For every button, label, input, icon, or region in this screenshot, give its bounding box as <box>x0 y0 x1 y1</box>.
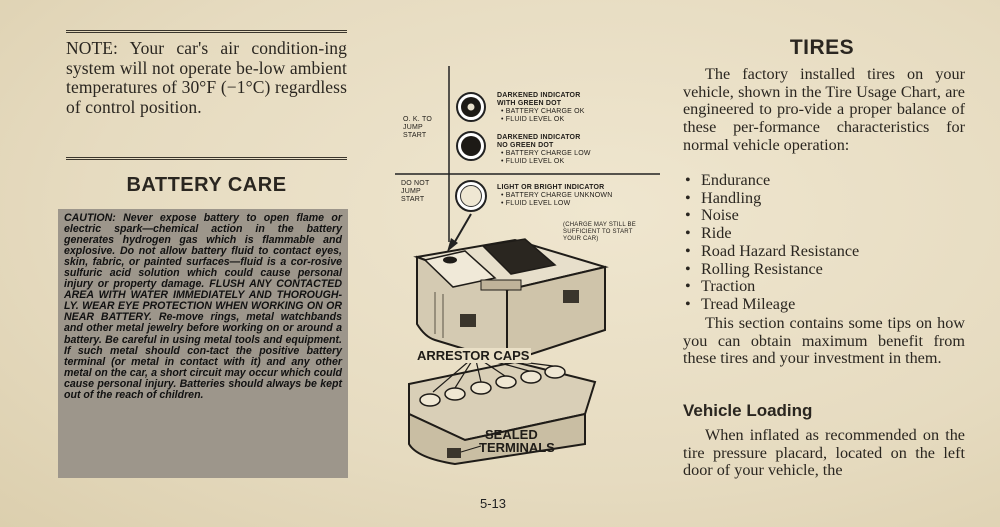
note-line: YOUR CAR) <box>563 236 599 242</box>
note-line: (CHARGE MAY STILL BE <box>563 222 636 228</box>
list-item: • Ride <box>683 225 965 243</box>
battery-indicator-diagram <box>395 62 660 472</box>
tire-characteristics-list <box>683 172 965 314</box>
indicator-title: DARKENED INDICATOR <box>497 134 581 141</box>
list-item: • Endurance <box>683 172 965 190</box>
list-item: • Traction <box>683 278 965 296</box>
list-item: • Noise <box>683 207 965 225</box>
do-not-jump-label <box>401 180 429 204</box>
indicator-3-caption <box>497 184 613 208</box>
note-line: SUFFICIENT TO START <box>563 229 633 235</box>
tires-intro: The factory installed tires on your vehicle, shown in the Tire Usage Chart, are engineered to pro-vide a proper balance of these per-formance characteristics for normal vehicle operation: <box>683 65 965 154</box>
ok-label-line: START <box>403 132 427 139</box>
list-item: • Rolling Resistance <box>683 261 965 279</box>
indicator-title: DARKENED INDICATOR <box>497 92 581 99</box>
page-number: 5-13 <box>480 496 507 511</box>
indicator-3-note <box>563 222 636 243</box>
indicator-title: WITH GREEN DOT <box>497 100 562 107</box>
ok-label-line: O. K. TO <box>403 116 432 123</box>
indicator-item: • FLUID LEVEL LOW <box>501 200 571 207</box>
arrestor-caps-label: ARRESTOR CAPS <box>417 348 530 363</box>
ok-label-line: JUMP <box>403 124 423 131</box>
sealed-terminals-label <box>479 428 555 454</box>
caution-box <box>58 209 348 478</box>
indicator-2-caption <box>497 134 591 166</box>
indicator-title: LIGHT OR BRIGHT INDICATOR <box>497 184 605 191</box>
indicator-item: • FLUID LEVEL OK <box>501 116 565 123</box>
vehicle-loading-text: When inflated as recommended on the tire pressure placard, located on the left door of your vehicle, the <box>683 426 965 480</box>
terminals-line: TERMINALS <box>479 440 555 455</box>
tires-heading: TIRES <box>789 36 855 59</box>
indicator-item: • BATTERY CHARGE UNKNOWN <box>501 192 613 199</box>
not-label-line: JUMP <box>401 188 421 195</box>
not-label-line: DO NOT <box>401 180 430 187</box>
battery-care-heading: BATTERY CARE <box>126 174 287 196</box>
sealed-line: SEALED <box>485 427 538 442</box>
ok-to-jump-label <box>403 116 432 140</box>
note-box <box>66 30 347 160</box>
list-item: • Tread Mileage <box>683 296 965 314</box>
vehicle-loading-heading: Vehicle Loading <box>683 401 813 420</box>
caution-text: CAUTION: Never expose battery to open flame or electric spark—chemical action in the battery generates hydrogen gas which is flammable and explosive. Do not allow battery fluid to contact eyes, skin, fabric, or painted surfaces—fluid is a cor-rosive sulfuric acid solution which could cause personal injury or property damage. FLUSH ANY CONTACTED AREA WITH WATER IMMEDIATELY AND THOROUGH-LY. WEAR EYE PROTECTION WHEN WORKING ON OR NEAR BATTERY. Re-move rings, metal watchbands and other metal jewelry before working on or around a battery. Be careful in using metal tools and equipment. If such metal should con-tact the positive battery terminal (or metal in contact with it) and any other metal on the car, a short circuit may occur which could cause personal injury. Batteries should always be kept out of the reach of children. <box>64 212 342 401</box>
list-item: • Road Hazard Resistance <box>683 243 965 261</box>
note-text: NOTE: Your car's air condition-ing system will not operate be-low ambient temperatures of 30°F (−1°C) regardless of control position. <box>66 38 347 117</box>
list-item: • Handling <box>683 190 965 208</box>
indicator-item: • BATTERY CHARGE OK <box>501 108 585 115</box>
indicator-title: NO GREEN DOT <box>497 142 554 149</box>
indicator-1-caption <box>497 92 585 124</box>
indicator-item: • FLUID LEVEL OK <box>501 158 565 165</box>
indicator-item: • BATTERY CHARGE LOW <box>501 150 591 157</box>
tires-tip-paragraph: This section contains some tips on how you can obtain maximum benefit from these tires and your investment in them. <box>683 314 965 368</box>
not-label-line: START <box>401 196 425 203</box>
